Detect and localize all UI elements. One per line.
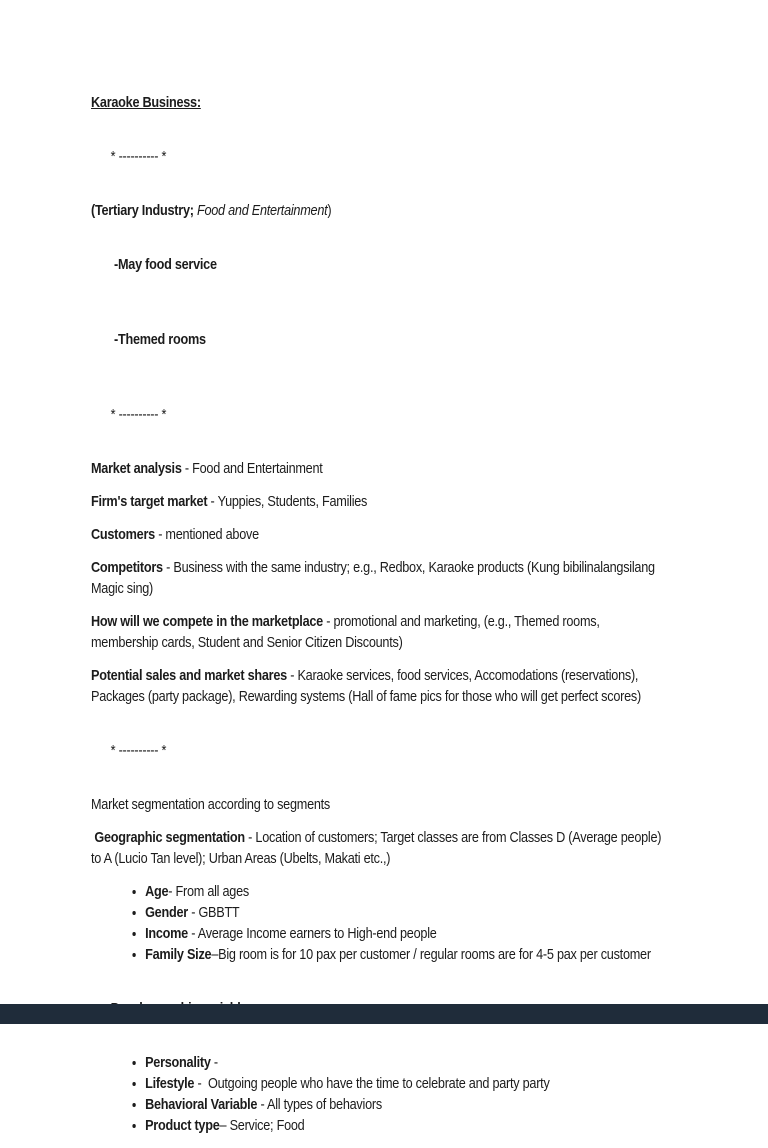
market-analysis-label: Market analysis	[91, 460, 182, 477]
bullet-age	[145, 881, 674, 902]
note-rooms-text: -Themed rooms	[113, 331, 206, 348]
separator	[91, 383, 674, 446]
geographic-label: Geographic segmentation	[94, 829, 245, 846]
geographic-rest: - Location of customers; Target classes are from Classes D (Average people)	[244, 829, 662, 846]
paragraph-industry	[91, 200, 674, 221]
geographic-line1	[91, 827, 674, 848]
paragraph-target-market	[91, 491, 674, 512]
bullet-gender-label: Gender	[145, 904, 188, 921]
bullet-gender-rest: - GBBTT	[187, 904, 240, 921]
bullet-family-size-rest: –Big room is for 10 pax per customer / regular rooms are for 4-5 pax per customer	[211, 946, 651, 963]
separator	[91, 125, 674, 188]
geographic-line2: to A (Lucio Tan level); Urban Areas (Ubelts, Makati etc.,)	[91, 850, 391, 867]
bullet-behavioral	[145, 1094, 674, 1115]
industry-bold: (Tertiary Industry;	[91, 202, 194, 219]
separator-text: * ---------- *	[110, 148, 167, 165]
bullet-personality	[145, 1052, 674, 1073]
bullet-age-label: Age	[145, 883, 169, 900]
compete-rest: - promotional and marketing, (e.g., Themed rooms,	[322, 613, 600, 630]
bullet-lifestyle-label: Lifestyle	[145, 1075, 195, 1092]
bullet-personality-rest: -	[210, 1054, 218, 1071]
compete-line1	[91, 611, 674, 632]
paragraph-competitors	[91, 557, 674, 599]
bullet-product-type-rest: – Service; Food	[219, 1117, 305, 1134]
competitors-rest: - Business with the same industry; e.g., Redbox, Karaoke products (Kung bibilinalangsilang	[162, 559, 655, 576]
potential-line2: Packages (party package), Rewarding systems (Hall of fame pics for those who will get perfect scores)	[91, 688, 641, 705]
bullet-personality-label: Personality	[145, 1054, 211, 1071]
bullet-family-size	[145, 944, 674, 965]
separator-text: * ---------- *	[110, 406, 167, 423]
potential-label: Potential sales and market shares	[91, 667, 287, 684]
document-content	[91, 92, 674, 1148]
potential-line1	[91, 665, 674, 686]
compete-label: How will we compete in the marketplace	[91, 613, 323, 630]
competitors-line1	[91, 557, 674, 578]
bullet-behavioral-rest: - All types of behaviors	[257, 1096, 382, 1113]
separator-text: * ---------- *	[110, 742, 167, 759]
bullet-lifestyle	[145, 1073, 674, 1094]
doc-title-text: Karaoke Business:	[91, 94, 201, 111]
psychographic-bullet-list	[91, 1052, 674, 1136]
competitors-label: Competitors	[91, 559, 163, 576]
bullet-product-type	[145, 1115, 674, 1136]
industry-close: )	[327, 202, 332, 219]
paragraph-note-food	[91, 233, 674, 296]
competitors-line2: Magic sing)	[91, 580, 154, 597]
paragraph-potential-sales	[91, 665, 674, 707]
paragraph-note-rooms	[91, 308, 674, 371]
bullet-lifestyle-rest: - Outgoing people who have the time to celebrate and party party	[194, 1075, 550, 1092]
bullet-behavioral-label: Behavioral Variable	[145, 1096, 258, 1113]
bullet-gender	[145, 902, 674, 923]
doc-title	[91, 92, 674, 113]
separator	[91, 719, 674, 782]
paragraph-market-analysis	[91, 458, 674, 479]
paragraph-compete	[91, 611, 674, 653]
industry-italic: Food and Entertainment	[193, 202, 328, 219]
paragraph-segmentation-heading: Market segmentation according to segments	[91, 796, 331, 813]
market-analysis-rest: - Food and Entertainment	[181, 460, 323, 477]
bullet-income-rest: - Average Income earners to High-end people	[187, 925, 437, 942]
demographic-bullet-list	[91, 881, 674, 965]
bullet-income	[145, 923, 674, 944]
target-market-rest: - Yuppies, Students, Families	[207, 493, 368, 510]
customers-label: Customers	[91, 526, 155, 543]
target-market-label: Firm's target market	[91, 493, 208, 510]
customers-rest: - mentioned above	[154, 526, 259, 543]
bullet-income-label: Income	[145, 925, 188, 942]
potential-rest: - Karaoke services, food services, Accomodations (reservations),	[286, 667, 639, 684]
bullet-product-type-label: Product type	[145, 1117, 220, 1134]
bullet-age-rest: - From all ages	[168, 883, 249, 900]
bullet-family-size-label: Family Size	[145, 946, 212, 963]
compete-line2: membership cards, Student and Senior Citizen Discounts)	[91, 634, 403, 651]
note-food-text: -May food service	[113, 256, 217, 273]
paragraph-customers	[91, 524, 674, 545]
viewer-footer-bar	[0, 1004, 768, 1024]
paragraph-geographic	[91, 827, 674, 869]
